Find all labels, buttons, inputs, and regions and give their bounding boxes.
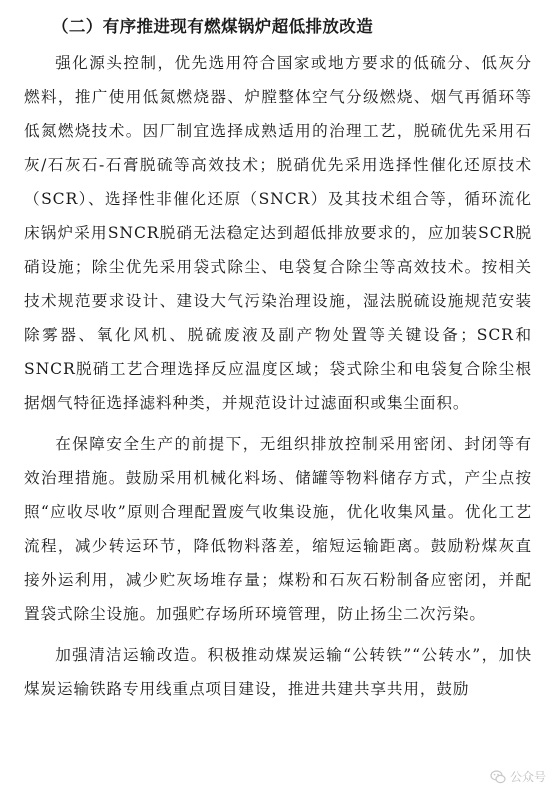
wechat-icon — [490, 769, 506, 785]
section-heading: （二）有序推进现有燃煤锅炉超低排放改造 — [52, 17, 374, 36]
paragraph-clean-transport: 加强清洁运输改造。积极推动煤炭运输“公转铁”“公转水”，加快煤炭运输铁路专用线重点项目建设，推进共建共享共用，鼓励 — [24, 646, 532, 698]
paragraph-source-control: 强化源头控制，优先选用符合国家或地方要求的低硫分、低灰分燃料，推广使用低氮燃烧器、炉膛整体空气分级燃烧、烟气再循环等低氮燃烧技术。因厂制宜选择成熟适用的治理工艺，脱硫优先采用石灰/石灰石-石膏脱硫等高效技术；脱硝优先采用选择性催化还原技术（SCR）、选择性非催化还原（SNCR）及其技术组合等，循环流化床锅炉采用SNCR脱硝无法稳定达到超低排放要求的，应加装SCR脱硝设施；除尘优先采用袋式除尘、电袋复合除尘等高效技术。按相关技术规范要求设计、建设大气污染治理设施，湿法脱硫设施规范安装除雾器、氧化风机、脱硫废液及副产物处置等关键设备；SCR和SNCR脱硝工艺合理选择反应温度区域；袋式除尘和电袋复合除尘根据烟气特征选择滤料种类，并规范设计过滤面积或集尘面积。 — [24, 54, 532, 412]
watermark — [490, 768, 546, 785]
watermark-text: 公众号 — [509, 770, 546, 784]
paragraph-fugitive-emission: 在保障安全生产的前提下，无组织排放控制采用密闭、封闭等有效治理措施。鼓励采用机械化料场、储罐等物料储存方式，产尘点按照“应收尽收”原则合理配置废气收集设施，优化收集风量。优化工艺流程，减少转运环节，降低物料落差，缩短运输距离。鼓励粉煤灰直接外运利用，减少贮灰场堆存量；煤粉和石灰石粉制备应密闭，并配置袋式除尘设施。加强贮存场所环境管理，防止扬尘二次污染。 — [24, 435, 532, 623]
